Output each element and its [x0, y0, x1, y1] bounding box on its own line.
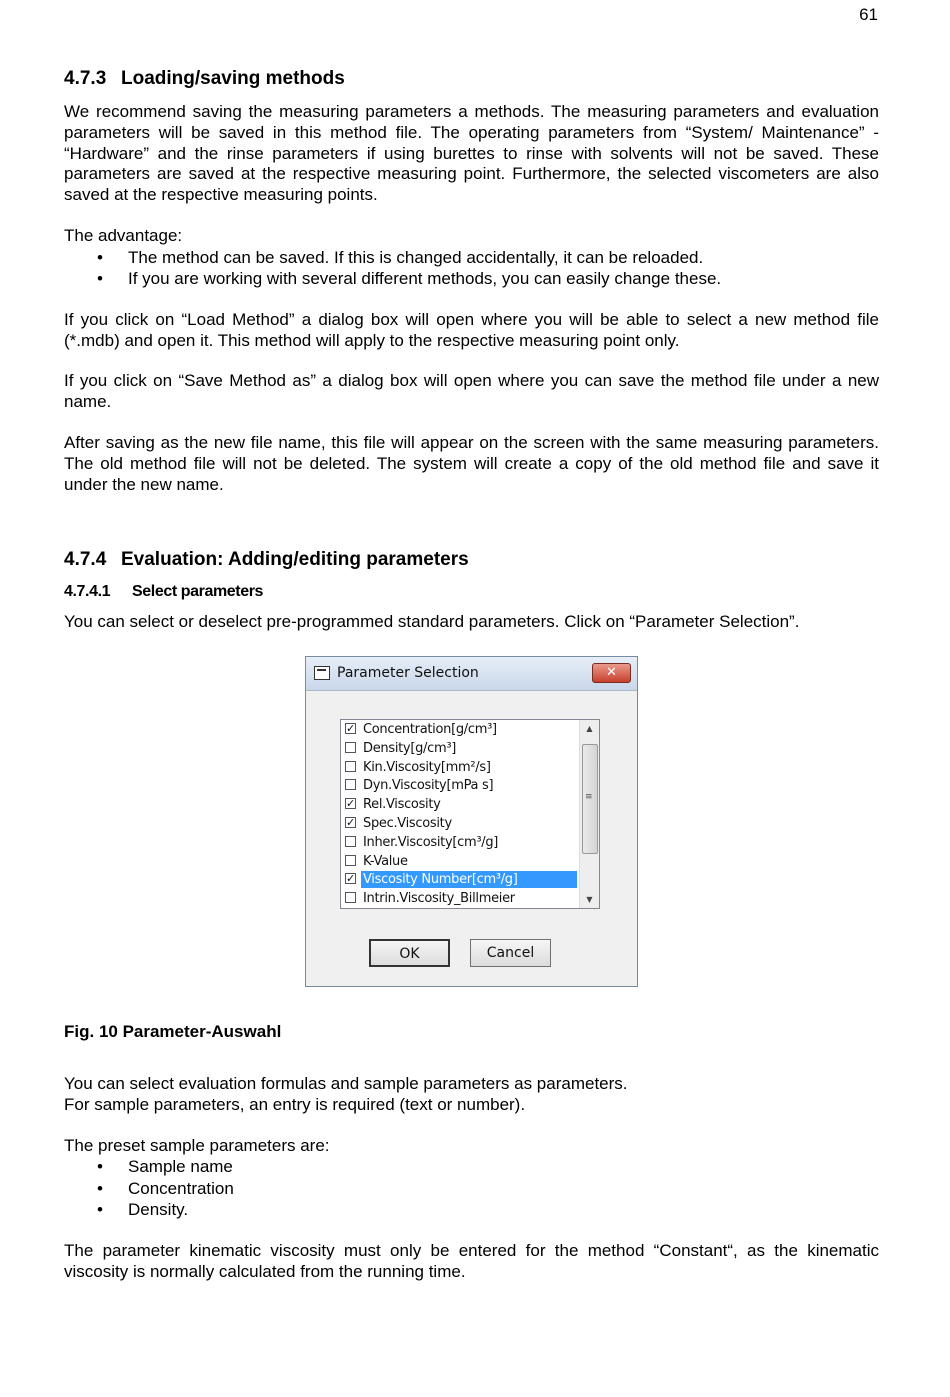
parameter-row[interactable]	[341, 889, 599, 908]
parameter-label: Concentration[g/cm³]	[363, 722, 497, 737]
parameter-row[interactable]	[341, 852, 599, 871]
evaluation-formulas-line: You can select evaluation formulas and sample parameters as parameters.	[64, 1074, 628, 1093]
sample-entry-line: For sample parameters, an entry is required (text or number).	[64, 1094, 526, 1114]
section-474-heading	[64, 549, 879, 571]
list-item-text: Sample name	[128, 1157, 233, 1177]
after-figure-section	[64, 1074, 879, 1282]
save-method-paragraph: If you click on “Save Method as” a dialog box will open where you can save the method file under a new name.	[64, 371, 879, 412]
advantage-intro: The advantage:	[64, 225, 183, 245]
dialog-titlebar[interactable]	[306, 657, 637, 691]
parameter-row[interactable]	[341, 795, 599, 814]
list-item-text: The method can be saved. If this is changed accidentally, it can be reloaded.	[128, 247, 704, 267]
parameter-row[interactable]	[341, 739, 599, 758]
page-number: 61	[859, 5, 878, 24]
bullet-icon: •	[97, 269, 103, 289]
parameter-row[interactable]	[341, 814, 599, 833]
list-item-text: Concentration	[128, 1178, 234, 1198]
parameter-label: K-Value	[363, 853, 408, 869]
ok-button[interactable]: OK	[369, 939, 450, 967]
preset-list	[64, 1156, 879, 1221]
parameter-checkbox[interactable]: ✓	[346, 815, 355, 829]
list-item	[64, 268, 879, 290]
preset-intro: The preset sample parameters are:	[64, 1135, 330, 1155]
parameter-label: Spec.Viscosity	[363, 815, 452, 831]
parameter-label: Viscosity Number[cm³/g]	[361, 871, 577, 888]
window-icon	[314, 666, 330, 680]
parameter-row[interactable]	[341, 758, 599, 777]
list-item	[64, 1178, 879, 1200]
section-4741-title: Select parameters	[132, 583, 264, 600]
dialog-title: Parameter Selection	[337, 665, 479, 681]
bullet-icon: •	[97, 1200, 103, 1220]
scroll-up-arrow-icon[interactable]: ▲	[586, 724, 593, 733]
kinematic-viscosity-paragraph: The parameter kinematic viscosity must only be entered for the method “Constant“, as the kinematic viscosity is normally calculated from the running time.	[64, 1240, 879, 1281]
bullet-icon: •	[97, 247, 103, 267]
section-474-title: Evaluation: Adding/editing parameters	[121, 549, 469, 570]
cancel-button[interactable]: Cancel	[470, 939, 551, 967]
section-473-number: 4.7.3	[64, 68, 107, 89]
close-button[interactable]: ✕	[592, 663, 631, 683]
section-474-number: 4.7.4	[64, 549, 107, 570]
section-4741-paragraph: You can select or deselect pre-programmed standard parameters. Click on “Parameter Selection”.	[64, 612, 800, 631]
parameter-checkbox[interactable]	[345, 892, 356, 903]
parameter-checkbox[interactable]	[345, 836, 356, 847]
figure-caption-block	[64, 1022, 879, 1042]
section-473-heading	[64, 68, 879, 90]
parameter-checkbox[interactable]	[345, 742, 356, 753]
parameter-rows	[341, 720, 599, 908]
list-item	[64, 1156, 879, 1178]
parameter-label: Density[g/cm³]	[363, 740, 457, 756]
parameter-label: Dyn.Viscosity[mPa s]	[363, 778, 494, 794]
list-item	[64, 1199, 879, 1221]
section-474	[64, 549, 879, 633]
list-item	[64, 247, 879, 269]
scroll-down-arrow-icon[interactable]: ▼	[586, 895, 593, 904]
parameter-label: Inher.Viscosity[cm³/g]	[363, 834, 499, 850]
grip-icon: ≡	[585, 792, 593, 802]
parameter-list[interactable]	[340, 719, 600, 909]
parameter-checkbox[interactable]: ✓	[346, 872, 355, 886]
vertical-scrollbar[interactable]	[579, 720, 599, 908]
parameter-label: Kin.Viscosity[mm²/s]	[363, 759, 491, 775]
parameter-row[interactable]	[341, 833, 599, 852]
parameter-checkbox[interactable]: ✓	[346, 797, 355, 811]
parameter-checkbox[interactable]	[345, 761, 356, 772]
parameter-checkbox[interactable]	[345, 855, 356, 866]
section-473-title: Loading/saving methods	[121, 68, 345, 89]
bullet-icon: •	[97, 1157, 103, 1177]
figure-caption: Fig. 10 Parameter-Auswahl	[64, 1022, 282, 1041]
bullet-icon: •	[97, 1178, 103, 1198]
after-saving-paragraph: After saving as the new file name, this file will appear on the screen with the same measuring parameters. The old method file will not be deleted. The system will create a copy of the old method file and save it under the new name.	[64, 432, 879, 494]
advantage-list	[64, 247, 879, 290]
parameter-selection-dialog	[305, 656, 638, 987]
list-item-text: Density.	[128, 1200, 189, 1220]
parameter-checkbox[interactable]	[345, 779, 356, 790]
parameter-row[interactable]	[341, 776, 599, 795]
section-4741-heading	[64, 583, 879, 601]
parameter-checkbox[interactable]: ✓	[346, 722, 355, 735]
parameter-label: Intrin.Viscosity_Billmeier	[363, 891, 515, 907]
section-473-paragraph-1: We recommend saving the measuring parameters a methods. The measuring parameters and evaluation parameters will be saved in this method file. The operating parameters from “System/ Maintenance” - “Hardware” and the rinse parameters if using burettes to rinse with solvents will not be saved. These parameters are saved at the respective measuring point. Furthermore, the selected viscometers are also saved at the respective measuring points.	[64, 102, 879, 205]
parameter-row[interactable]	[341, 870, 599, 889]
section-473	[64, 68, 879, 495]
parameter-row[interactable]	[341, 720, 599, 739]
section-4741-number: 4.7.4.1	[64, 583, 111, 600]
load-method-paragraph: If you click on “Load Method” a dialog box will open where you will be able to select a new method file (*.mdb) and open it. This method will apply to the respective measuring point only.	[64, 309, 879, 350]
parameter-label: Rel.Viscosity	[363, 797, 441, 813]
list-item-text: If you are working with several different methods, you can easily change these.	[128, 269, 722, 289]
